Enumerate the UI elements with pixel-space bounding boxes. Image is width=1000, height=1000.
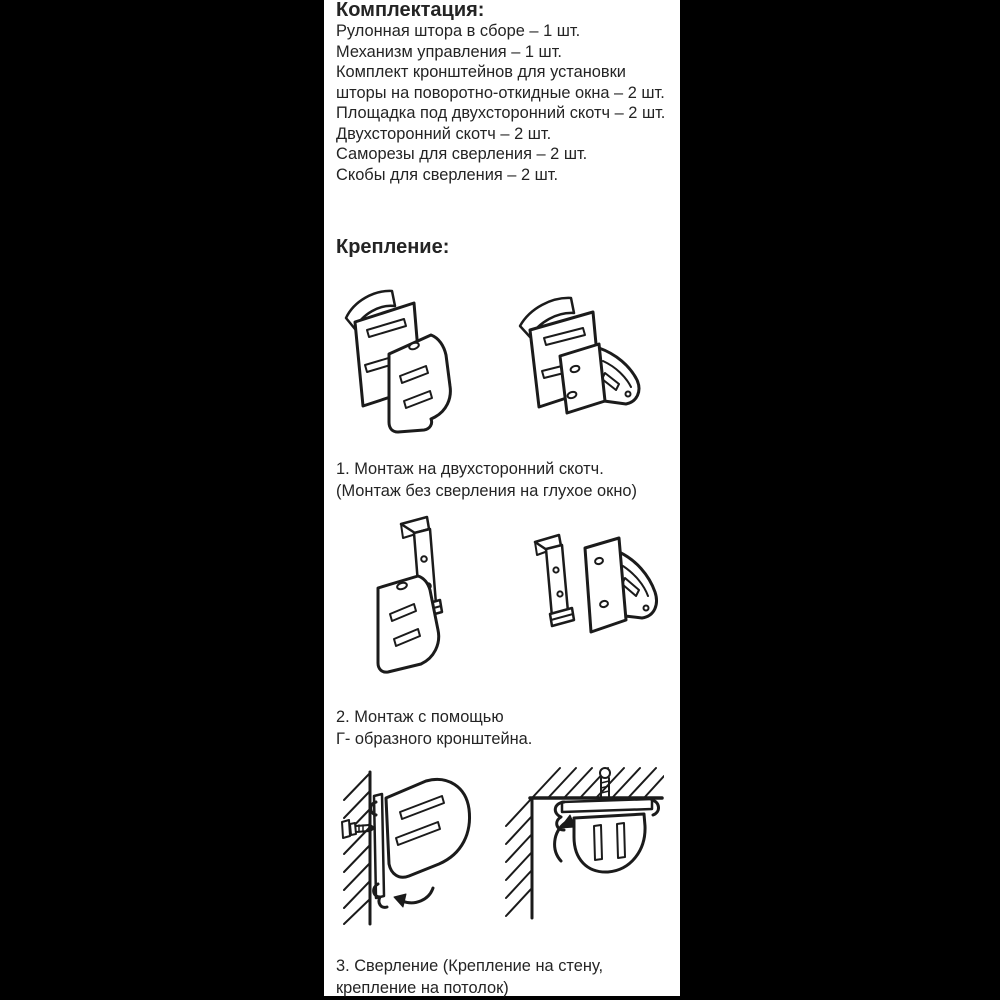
tape-mount-bracket-side-icon (334, 278, 452, 434)
kit-heading: Комплектация: (336, 0, 485, 21)
l-hook-bracket-side-icon (529, 528, 664, 663)
figure-step1 (324, 276, 680, 456)
figure-step2 (324, 512, 680, 704)
kit-line: Саморезы для сверления – 2 шт. (336, 145, 588, 163)
kit-line: Площадка под двухсторонний скотч – 2 шт. (336, 104, 666, 122)
figure-step3 (324, 764, 680, 930)
kit-line: Рулонная штора в сборе – 1 шт. (336, 22, 581, 40)
step1-line2: (Монтаж без сверления на глухое окно) (336, 481, 637, 500)
step1-caption (336, 459, 637, 502)
step2-line2: Г- образного кронштейна. (336, 729, 533, 748)
step3-line1: 3. Сверление (Крепление на стену, (336, 957, 603, 975)
kit-list (336, 21, 665, 185)
instruction-sheet (324, 0, 680, 996)
ceiling-mount-drill-icon (504, 764, 664, 922)
kit-line: Скобы для сверления – 2 шт. (336, 165, 559, 184)
kit-line: Двухсторонний скотч – 2 шт. (336, 124, 552, 143)
step2-line1: 2. Монтаж с помощью (336, 708, 504, 726)
l-hook-bracket-front-icon (374, 514, 454, 686)
tape-mount-bracket-turned-icon (504, 286, 646, 434)
step3-caption (336, 956, 603, 999)
kit-line: Комплект кронштейнов для установки (336, 63, 626, 81)
kit-line: шторы на поворотно-откидные окна – 2 шт. (336, 83, 665, 102)
mounting-heading: Крепление: (336, 236, 450, 258)
step3-line2: крепление на потолок) (336, 978, 509, 997)
wall-mount-drill-icon (336, 770, 476, 926)
kit-line: Механизм управления – 1 шт. (336, 42, 562, 61)
step1-line1: 1. Монтаж на двухсторонний скотч. (336, 460, 604, 478)
step2-caption (336, 707, 532, 750)
